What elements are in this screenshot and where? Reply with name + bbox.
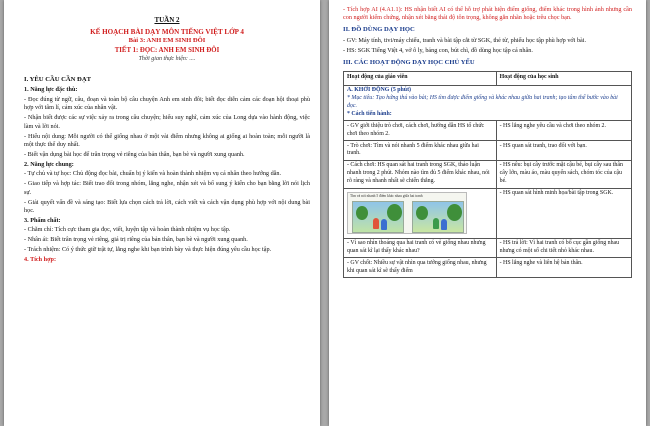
document-page-right bbox=[329, 0, 646, 426]
document-page-left bbox=[4, 0, 320, 426]
paragraph: - Giải quyết vấn đề và sáng tạo: Biết lựa chọn cách trả lời, cách viết và cách vận dụng phù hợp với nội dung bài học. bbox=[24, 198, 310, 214]
time-label: Thời gian thực hiện: .... bbox=[138, 56, 196, 63]
student-cell: - HS lắng nghe và liên hệ bản thân. bbox=[496, 258, 631, 278]
teacher-cell-image bbox=[344, 188, 497, 238]
student-cell: - HS lắng nghe yêu cầu và chơi theo nhóm 2. bbox=[496, 121, 631, 141]
boy-figure bbox=[373, 218, 379, 229]
section-materials-heading: II. ĐỒ DÙNG DẠY HỌC bbox=[343, 25, 415, 33]
section-requirements-heading: I. YÊU CẦU CẦN ĐẠT bbox=[24, 75, 91, 83]
paragraph: - Nhân ái: Biết trân trọng vẻ riêng, giá trị riêng của bản thân, bạn bè và người xung quanh. bbox=[24, 236, 248, 244]
table-row bbox=[344, 121, 632, 141]
teacher-cell: - Vì sao nhìn thoáng qua hai tranh có vẻ giống nhau nhưng quan sát kĩ lại thấy khác nhau? bbox=[344, 238, 497, 258]
paragraph: - Hiểu nội dung: Mỗi người có thể giống nhau ở một vài điểm nhưng không ai giống ai hoàn toàn; mỗi người là một thực thể duy nhất. bbox=[24, 132, 310, 148]
student-cell: - HS trả lời: Vì hai tranh có bố cục gần giống nhau nhưng có một số chi tiết nhỏ khác nhau. bbox=[496, 238, 631, 258]
teacher-cell: - GV giới thiệu trò chơi, cách chơi, hướng dẫn HS tổ chức chơi theo nhóm 2. bbox=[344, 121, 497, 141]
subheading-general-competence: 2. Năng lực chung: bbox=[24, 160, 74, 168]
table-row bbox=[344, 160, 632, 188]
section-a-heading: A. KHỞI ĐỘNG (5 phút) bbox=[347, 87, 411, 94]
subheading-specific-competence: 1. Năng lực đặc thù: bbox=[24, 86, 78, 94]
tree-shape bbox=[387, 204, 402, 221]
tree-shape bbox=[356, 206, 368, 220]
student-cell: - HS quan sát tranh, trao đổi với bạn. bbox=[496, 141, 631, 161]
teacher-cell: - GV chốt: Nhiều sự vật nhìn qua tưởng giống nhau, nhưng khi quan sát kĩ sẽ thấy điểm bbox=[344, 258, 497, 278]
column-header-student: Hoạt động của học sinh bbox=[496, 71, 631, 85]
paragraph-ai-integration: - Tích hợp AI (4.A1.1): HS nhận biết AI có thể hỗ trợ phát hiện điểm giống, điểm khác trong hình ảnh nhưng cần con người kiểm chứng, nhận xét bằng thái độ tôn trọng, không gắn nhãn hoặc trêu chọc bạn. bbox=[343, 6, 632, 22]
column-header-teacher: Hoạt động của giáo viên bbox=[344, 71, 497, 85]
picture-panel-left bbox=[352, 201, 404, 233]
paragraph: - Nhận biết được các sự việc xảy ra trong câu chuyện; hiểu suy nghĩ, cảm xúc của Long dựa vào hành động, việc làm và lời nói. bbox=[24, 114, 310, 130]
lesson-title: Bài 3: ANH EM SINH ĐÔI bbox=[128, 37, 206, 45]
paragraph: - HS: SGK Tiếng Việt 4, vở ô ly, bảng con, bút chì, đồ dùng học tập cá nhân. bbox=[343, 47, 533, 55]
plan-title: KẾ HOẠCH BÀI DẠY MÔN TIẾNG VIỆT LỚP 4 bbox=[90, 27, 244, 36]
paragraph: - GV: Máy tính, tivi/máy chiếu, tranh và bài tập cắt từ SGK, thẻ từ, phiếu học tập phù hợp với bài. bbox=[343, 36, 587, 44]
paragraph: - Tự chủ và tự học: Chủ động đọc bài, chuẩn bị ý kiến và hoàn thành nhiệm vụ cá nhân theo hướng dẫn. bbox=[24, 170, 282, 178]
period-title: TIẾT 1: ĐỌC: ANH EM SINH ĐÔI bbox=[114, 47, 220, 55]
goal-note: * Mục tiêu: Tạo hứng thú vào bài; HS tìm được điểm giống và khác nhau giữa hai tranh; tạo tâm thế bước vào bài đọc. bbox=[347, 95, 618, 109]
activities-table bbox=[343, 71, 632, 279]
paragraph: - Trách nhiệm: Có ý thức giữ trật tự, lắng nghe khi bạn trình bày và thực hiện đúng yêu cầu học tập. bbox=[24, 246, 272, 254]
student-cell: - HS quan sát hình minh họa/bài tập trong SGK. bbox=[496, 188, 631, 238]
image-caption: Tìm và nói nhanh 5 điểm khác nhau giữa hai tranh bbox=[350, 194, 423, 199]
picture-panel-right bbox=[412, 201, 464, 233]
tree-shape bbox=[447, 204, 462, 221]
teacher-cell: - Trò chơi: Tìm và nói nhanh 5 điểm khác nhau giữa hai tranh. bbox=[344, 141, 497, 161]
table-row bbox=[344, 188, 632, 238]
spot-the-difference-image bbox=[347, 192, 467, 234]
table-section-row bbox=[344, 85, 632, 121]
boy-figure bbox=[441, 219, 447, 230]
section-a-cell bbox=[344, 85, 632, 121]
table-row bbox=[344, 238, 632, 258]
table-header-row bbox=[344, 71, 632, 85]
tree-shape bbox=[416, 206, 428, 220]
week-label: TUẦN 2 bbox=[154, 16, 180, 24]
table-row bbox=[344, 141, 632, 161]
student-cell: - HS nêu: bụi cây trước mặt cậu bé, bụi cây sau thân cây lớn, màu áo, màu quyển sách, chóm tóc của cậu bé. bbox=[496, 160, 631, 188]
teacher-cell: - Cách chơi: HS quan sát hai tranh trong SGK, thảo luận nhanh trong 2 phút. Nhóm nào tìm đủ 5 điểm khác nhau, nói rõ ràng và nhanh nhất sẽ chiến thắng. bbox=[344, 160, 497, 188]
section-activities-heading: III. CÁC HOẠT ĐỘNG DẠY HỌC CHỦ YẾU bbox=[343, 58, 475, 66]
boy-figure bbox=[381, 219, 387, 230]
boy-figure bbox=[433, 218, 439, 229]
paragraph: - Đọc đúng từ ngữ, câu, đoạn và toàn bộ câu chuyện Anh em sinh đôi; biết đọc diễn cảm các đoạn hội thoại phù hợp với tâm lí, cảm xúc của nhân vật. bbox=[24, 95, 310, 112]
paragraph: - Chăm chỉ: Tích cực tham gia đọc, viết, luyện tập và hoàn thành nhiệm vụ học tập. bbox=[24, 226, 231, 234]
steps-heading: * Cách tiến hành: bbox=[347, 110, 392, 117]
paragraph: - Giao tiếp và hợp tác: Biết trao đổi trong nhóm, lắng nghe, nhận xét và bổ sung ý kiến cho bạn bằng lời nói lịch sự. bbox=[24, 180, 310, 196]
paragraph: - Biết vận dụng bài học để trân trọng vẻ riêng của bản thân, bạn bè và người xung quanh. bbox=[24, 150, 245, 158]
subheading-integration: 4. Tích hợp: bbox=[24, 256, 57, 264]
subheading-qualities: 3. Phẩm chất: bbox=[24, 216, 61, 224]
table-row bbox=[344, 258, 632, 278]
